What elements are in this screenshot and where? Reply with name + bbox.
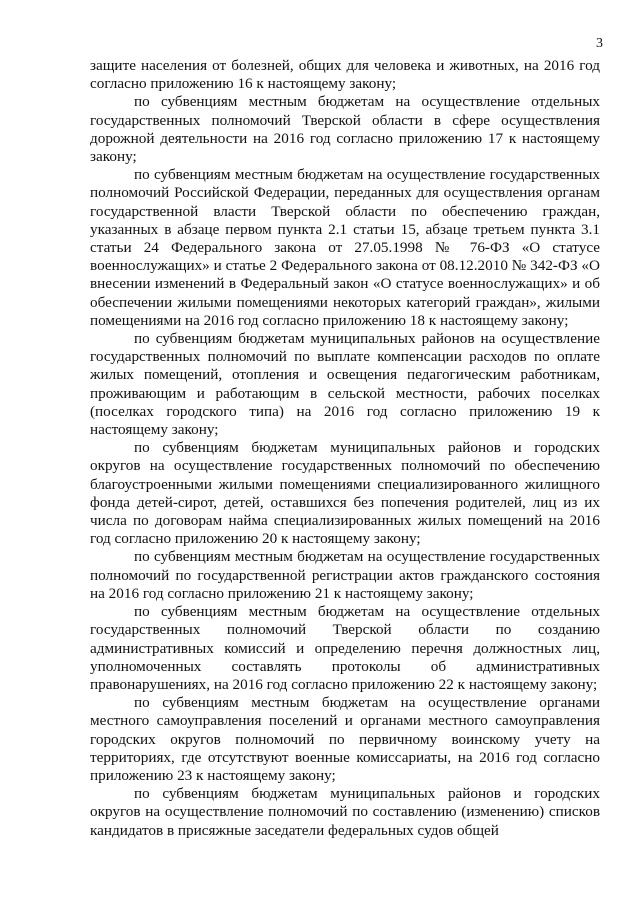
paragraph-2: по субвенциям местным бюджетам на осуществление отдельных государственных полномочий Тверской области в сфере осуществления дорожной деятельности на 2016 год согласно приложению 17 к настоящему закону;: [90, 93, 600, 166]
page-number: 3: [596, 36, 603, 51]
paragraph-7: по субвенциям местным бюджетам на осуществление отдельных государственных полномочий Тверской области по созданию административных комиссий и определению перечня должностных лиц, уполномоченных составлять протоколы об административных правонарушениях, на 2016 год согласно приложению 22 к настоящему закону;: [90, 603, 600, 693]
paragraph-4: по субвенциям бюджетам муниципальных районов на осуществление государственных полномочий по выплате компенсации расходов по оплате жилых помещений, отопления и освещения педагогическим работникам, проживающим и работающим в сельской местности, рабочих поселках (поселках городского типа) на 2016 год согласно приложению 19 к настоящему закону;: [90, 330, 600, 439]
paragraph-5: по субвенциям бюджетам муниципальных районов и городских округов на осуществление государственных полномочий по обеспечению благоустроенными жилыми помещениями специализированного жилищного фонда детей-сирот, детей, оставшихся без попечения родителей, лиц из их числа по договорам найма специализированных жилых помещений на 2016 год согласно приложению 20 к настоящему закону;: [90, 439, 600, 548]
paragraph-3: по субвенциям местным бюджетам на осуществление государственных полномочий Российской Федерации, переданных для осуществления органам государственной власти Тверской области по обеспечению граждан, указанных в абзаце первом пункта 2.1 статьи 15, абзаце третьем пункта 3.1 статьи 24 Федерального закона от 27.05.1998 № 76-ФЗ «О статусе военнослужащих» и статье 2 Федерального закона от 08.12.2010 № 342-ФЗ «О внесении изменений в Федеральный закон «О статусе военнослужащих» и об обеспечении жилыми помещениями некоторых категорий граждан», жилыми помещениями на 2016 год согласно приложению 18 к настоящему закону;: [90, 166, 600, 329]
paragraph-1: защите населения от болезней, общих для человека и животных, на 2016 год согласно приложению 16 к настоящему закону;: [90, 57, 600, 93]
document-body: [90, 57, 600, 840]
paragraph-8: по субвенциям местным бюджетам на осуществление органами местного самоуправления поселений и органами местного самоуправления городских округов полномочий по первичному воинскому учету на территориях, где отсутствуют военные комиссариаты, на 2016 год согласно приложению 23 к настоящему закону;: [90, 694, 600, 784]
paragraph-6: по субвенциям местным бюджетам на осуществление государственных полномочий по государственной регистрации актов гражданского состояния на 2016 год согласно приложению 21 к настоящему закону;: [90, 548, 600, 602]
paragraph-9: по субвенциям бюджетам муниципальных районов и городских округов на осуществление полномочий по составлению (изменению) списков кандидатов в присяжные заседатели федеральных судов общей: [90, 785, 600, 839]
